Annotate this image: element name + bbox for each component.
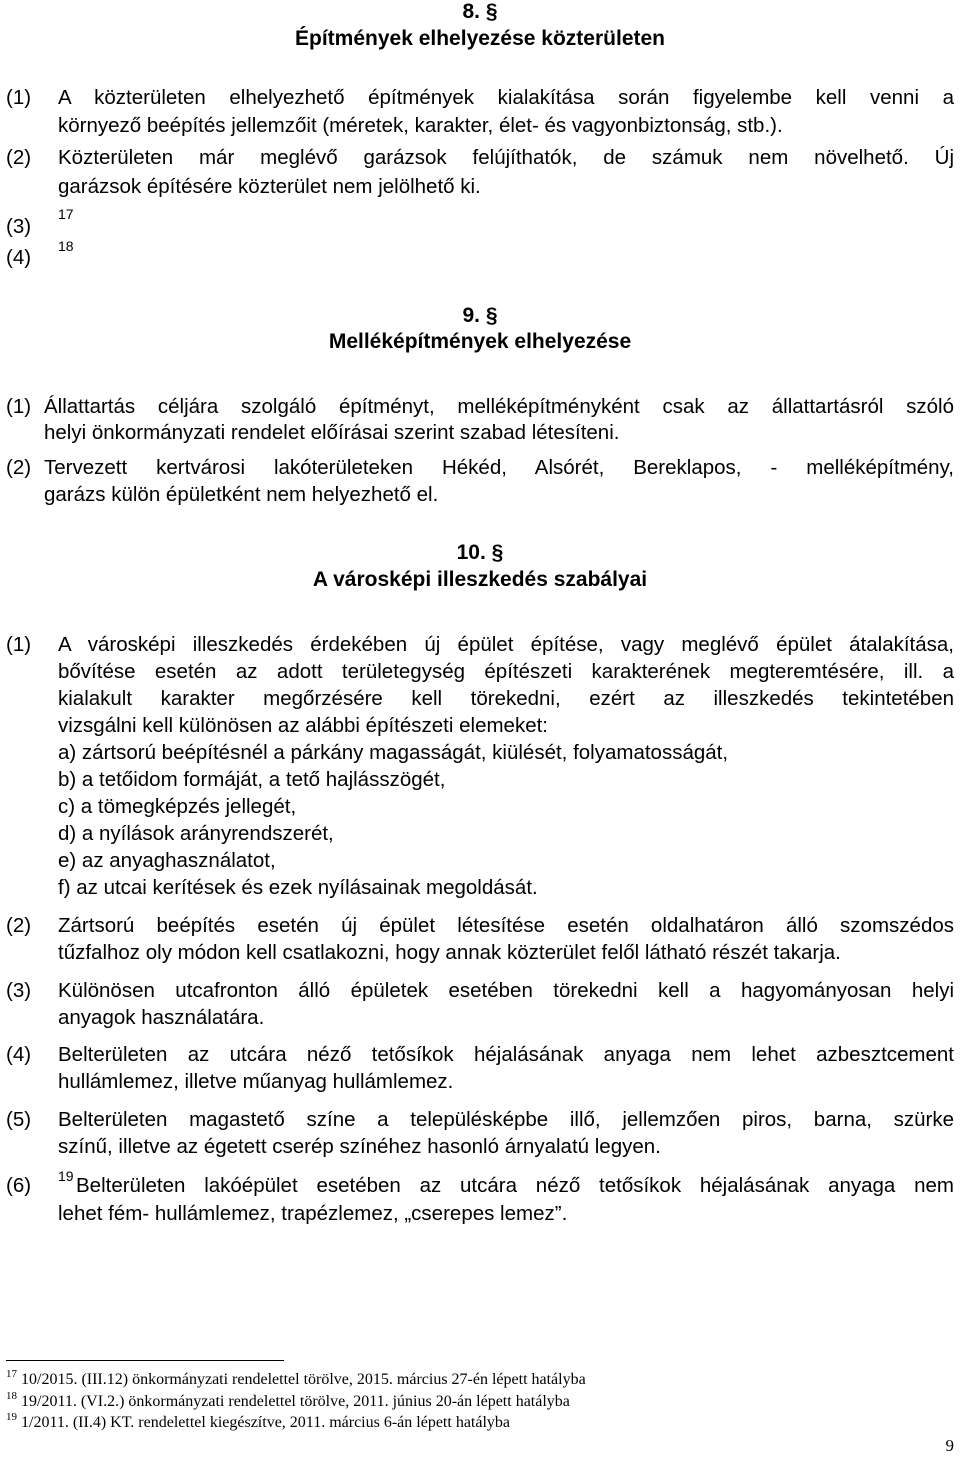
section-8-title: Építmények elhelyezése közterületen: [295, 27, 665, 50]
s8-p3-label: (3): [6, 215, 32, 238]
s10-p1-label: (1): [6, 633, 32, 656]
s10-p2-line1: Zártsorú beépítés esetén új épület létesítése esetén oldalhatáron álló szomszédos: [58, 914, 954, 937]
s10-list-item-d: d) a nyílások arányrendszerét,: [58, 822, 334, 845]
s10-p4-line2: hullámlemez, illetve műanyag hullámlemez.: [58, 1070, 454, 1093]
footnote-18: $^{18}$ 19/2011. (VI.2.) önkormányzati rendelettel törölve, 2011. június 20-án lépett hatályba: [6, 1390, 570, 1410]
s9-p2-line2: garázs külön épületként nem helyezhető el.: [44, 483, 439, 506]
s8-p1-label: (1): [6, 86, 32, 109]
page-number: 9: [945, 1436, 954, 1455]
s8-p2-line1: Közterületen már meglévő garázsok felújíthatók, de számuk nem növelhető. Új: [58, 146, 954, 169]
s10-p3-line2: anyagok használatára.: [58, 1006, 265, 1029]
s10-p3-line1: Különösen utcafronton álló épületek esetében törekedni kell a hagyományosan helyi: [58, 979, 954, 1002]
s9-p1-label: (1): [6, 395, 32, 418]
s10-list-item-c: c) a tömegképzés jellegét,: [58, 795, 297, 818]
s10-p6-label: (6): [6, 1174, 32, 1197]
s9-p1-line2: helyi önkormányzati rendelet előírásai szerint szabad létesíteni.: [44, 421, 620, 444]
section-10-title: A városképi illeszkedés szabályai: [312, 568, 648, 591]
s10-p5-label: (5): [6, 1108, 32, 1131]
s10-p2-line2: tűzfalhoz oly módon kell csatlakozni, hogy annak közterület felől látható részét takarja.: [58, 941, 841, 964]
s10-p6-line2: lehet fém- hullámlemez, trapézlemez, „cserepes lemez”.: [58, 1202, 568, 1225]
s10-list-item-e: e) az anyaghasználatot,: [58, 849, 276, 872]
s10-list-item-b: b) a tetőidom formáját, a tető hajlásszögét,: [58, 768, 446, 791]
s8-p1-line1: A közterületen elhelyezhető építmények kialakítása során figyelembe kell venni a: [58, 86, 954, 109]
section-9-title: Melléképítmények elhelyezése: [328, 330, 632, 353]
section-10-number: 10. §: [456, 541, 504, 564]
s10-p1-line3: kialakult karakter megőrzésére kell törekedni, ezért az illeszkedés tekintetében: [58, 687, 954, 710]
s10-list-item-a: a) zártsorú beépítésnél a párkány magasságát, kiülését, folyamatosságát,: [58, 741, 729, 764]
footnote-17: $^{17}$ 10/2015. (III.12) önkormányzati rendelettel törölve, 2015. március 27-én lépett hatályba: [6, 1368, 586, 1388]
s10-p4-line1: Belterületen az utcára néző tetősíkok héjalásának anyaga nem lehet azbesztcement: [58, 1043, 954, 1066]
s8-p2-label: (2): [6, 146, 32, 169]
s8-p3-footnote-ref: 17: [58, 206, 74, 222]
s10-p1-line1: A városképi illeszkedés érdekében új épület építése, vagy meglévő épület átalakítása,: [58, 633, 954, 656]
s9-p2-label: (2): [6, 456, 32, 479]
s9-p1-line1: Állattartás céljára szolgáló építményt, melléképítményként csak az állattartásról szóló: [44, 395, 954, 418]
footnote-separator: [6, 1360, 284, 1361]
s8-p2-line2: garázsok építésére közterület nem jelölhető ki.: [58, 175, 481, 198]
s8-p4-footnote-ref: 18: [58, 238, 74, 254]
s10-p4-label: (4): [6, 1043, 32, 1066]
s10-p2-label: (2): [6, 914, 32, 937]
s8-p1-line2: környező beépítés jellemzőit (méretek, karakter, élet- és vagyonbiztonság, stb.).: [58, 114, 783, 137]
section-9-number: 9. §: [462, 304, 498, 327]
s10-p6-footnote-ref: 19: [58, 1168, 74, 1184]
footnote-19: $^{19}$ 1/2011. (II.4) KT. rendelettel kiegészítve, 2011. március 6-án lépett hatályba: [6, 1411, 511, 1431]
s10-p5-line2: színű, illetve az égetett cserép színéhez hasonló árnyalatú legyen.: [58, 1135, 661, 1158]
s10-p3-label: (3): [6, 979, 32, 1002]
s10-p1-line4: vizsgálni kell különösen az alábbi építészeti elemeket:: [58, 714, 548, 737]
s10-list-item-f: f) az utcai kerítések és ezek nyílásainak megoldását.: [58, 876, 538, 899]
s10-p5-line1: Belterületen magastető színe a településképbe illő, jellemzően piros, barna, szürke: [58, 1108, 954, 1131]
s8-p4-label: (4): [6, 246, 32, 269]
s10-p6-line1: Belterületen lakóépület esetében az utcára néző tetősíkok héjalásának anyaga nem: [76, 1174, 954, 1197]
s9-p2-line1: Tervezett kertvárosi lakóterületeken Hékéd, Alsórét, Bereklapos, - melléképítmény,: [44, 456, 954, 479]
section-8-number: 8. §: [462, 0, 498, 23]
s10-p1-line2: bővítése esetén az adott területegység építészeti karakterének megteremtésére, ill. a: [58, 660, 954, 683]
